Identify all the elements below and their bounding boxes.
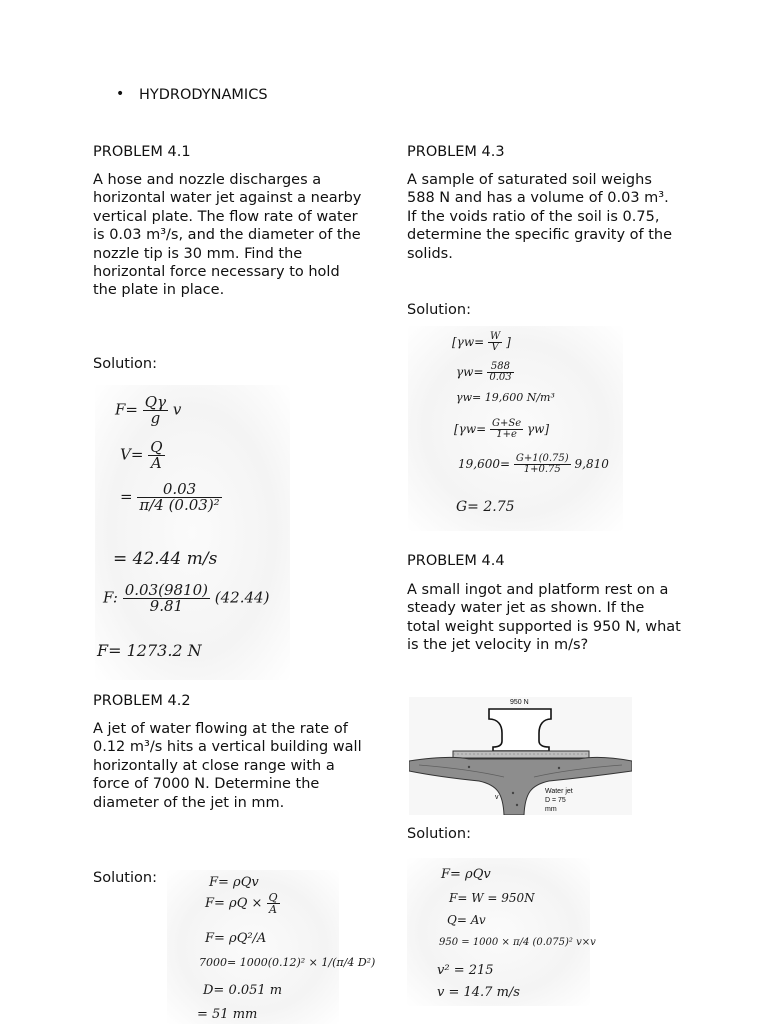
problem-4-3-text: A sample of saturated soil weighs 588 N and has a volume of 0.03 m³. If the voids ratio of the soil is 0.75, determine the specific gravity of the solids. (407, 172, 673, 262)
problem-4-4-text: A small ingot and platform rest on a steady water jet as shown. If the total weight supported is 950 N, what is the jet velocity in m/s? (407, 582, 681, 654)
diameter-label: D = 75 (545, 797, 566, 804)
problem-4-4-solution-label: Solution: (407, 826, 471, 842)
problem-4-3-title: PROBLEM 4.3 (407, 144, 505, 160)
problem-4-1-title: PROBLEM 4.1 (93, 144, 191, 160)
velocity-label: v (495, 794, 499, 801)
problem-4-3-handwritten-solution: [γw= $\frac{W}{V}$ ] γw= $\frac{588}{0.03}$ γw= 19,600 N/m³ [γw= $\frac{G+Se}{1+e}$ γw] 19,600= $\frac{G+1(0.75)}{1+0.75}$ 9,810 G= 2.75 (408, 326, 623, 531)
bullet-marker: • (116, 86, 125, 102)
ingot-platform-jet-diagram (409, 697, 632, 815)
problem-4-4-title: PROBLEM 4.4 (407, 553, 505, 569)
problem-4-1-text: A hose and nozzle discharges a horizontal water jet against a nearby vertical plate. The flow rate of water is 0.03 m³/s, and the diameter of the nozzle tip is 30 mm. Find the horizontal force necessary to hold the plate in place. (93, 172, 362, 299)
problem-4-2-handwritten-solution: F= ρQv F= ρQ × $\frac{Q}{A}$ F= ρQ²/A 7000= 1000(0.12)² × 1/(π/4 D²) D= 0.051 m = 51 mm (167, 870, 339, 1024)
problem-4-1-solution-label: Solution: (93, 356, 157, 372)
section-heading: HYDRODYNAMICS (139, 87, 268, 103)
problem-4-2-title: PROBLEM 4.2 (93, 693, 191, 709)
problem-4-3-solution-label: Solution: (407, 302, 471, 318)
jet-figure (409, 697, 632, 815)
problem-4-2-solution-label: Solution: (93, 870, 157, 886)
problem-4-4-handwritten-solution: F= ρQv F= W = 950N Q= Av 950 = 1000 × π/4 (0.075)² v×v v² = 215 v = 14.7 m/s (407, 858, 590, 1006)
load-label: 950 N (510, 699, 529, 706)
problem-4-2-text: A jet of water flowing at the rate of 0.12 m³/s hits a vertical building wall horizontally at close range with a force of 7000 N. Determine the diameter of the jet in mm. (93, 721, 362, 811)
jet-label: Water jet (545, 788, 573, 795)
problem-4-1-handwritten-solution: F= $\frac{Q\gamma}{g}$ v V= $\frac{Q}{A}$ = $\frac{0.03}{\text{π/4 (0.03)²}}$ = 42.44 m/s F: $\frac{0.03(9810)}{9.81}$ (42.44) F= 1273.2 N (95, 385, 290, 680)
unit-label: mm (545, 806, 557, 813)
